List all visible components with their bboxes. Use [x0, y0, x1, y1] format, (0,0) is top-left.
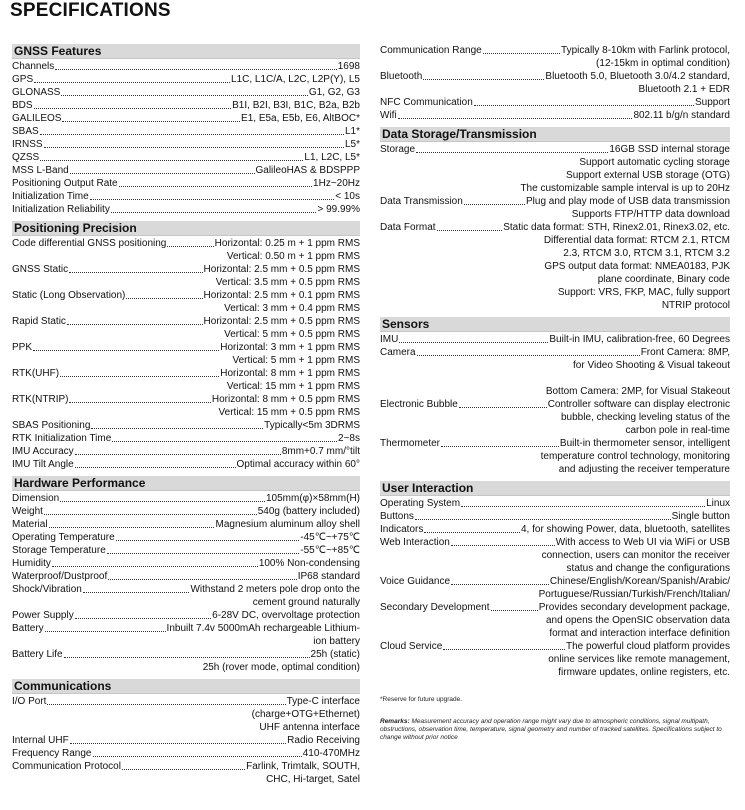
spec-value-continued: and opens the OpenSIC observation data — [545, 615, 730, 626]
leader-dots — [443, 640, 565, 650]
spec-value: 25h (static) — [310, 649, 360, 660]
leader-dots — [126, 289, 202, 299]
spec-value: -45℃~+75℃ — [300, 532, 360, 543]
spec-value-continued: carbon pole in real-time — [625, 425, 730, 436]
leader-dots — [112, 432, 337, 442]
spec-value: Chinese/English/Korean/Spanish/Arabic/ — [549, 576, 730, 587]
spec-row-gps — [12, 73, 360, 86]
spec-value: Horizontal: 8 mm + 1 ppm RMS — [220, 368, 360, 379]
spec-row-dimension — [12, 492, 360, 505]
section-header-gnss-features: GNSS Features — [12, 44, 360, 59]
spec-value: Radio Receiving — [287, 735, 360, 746]
spec-row-battery-life — [12, 648, 360, 661]
spec-value-continued: status and change the configurations — [566, 563, 730, 574]
spec-value: Built-in thermometer sensor, intelligent — [559, 438, 730, 449]
spec-value: L5* — [344, 139, 360, 150]
spec-value: 1Hz~20Hz — [313, 178, 360, 189]
spec-row-voice-guidance — [380, 575, 730, 588]
spec-row-storage — [380, 143, 730, 156]
spec-value: Type-C interface — [286, 696, 360, 707]
spec-value: GalileoHAS & BDSPPP — [255, 165, 360, 176]
leader-dots — [461, 497, 705, 507]
spec-value-continued: Bottom Camera: 2MP, for Visual Stakeout — [545, 386, 730, 397]
section-header-communications: Communications — [12, 679, 360, 694]
spec-value: -55℃~+85℃ — [300, 545, 360, 556]
page-title: SPECIFICATIONS — [10, 0, 171, 21]
spec-value: Single button — [671, 511, 730, 522]
spec-value: 100% Non-condensing — [258, 558, 360, 569]
leader-dots — [464, 195, 525, 205]
spec-label: RTK(NTRIP) — [12, 394, 69, 405]
leader-dots — [91, 419, 263, 429]
spec-value: Support — [694, 97, 730, 108]
spec-label: Storage — [380, 144, 416, 155]
section-header-data-storage-transmission: Data Storage/Transmission — [380, 127, 730, 142]
leader-dots — [60, 492, 265, 502]
spec-value-continued: Bluetooth 2.1 + EDR — [638, 84, 730, 95]
spec-label: MSS L-Band — [12, 165, 69, 176]
leader-dots — [34, 99, 232, 109]
spec-row-qzss — [12, 151, 360, 164]
spec-label: SBAS Positioning — [12, 420, 91, 431]
leader-dots — [93, 747, 302, 757]
spec-label: IMU Accuracy — [12, 446, 74, 457]
spec-row-glonass — [12, 86, 360, 99]
spec-row-channels — [12, 60, 360, 73]
leader-dots — [83, 583, 190, 593]
leader-dots — [45, 622, 166, 632]
spec-label: Cloud Service — [380, 641, 443, 652]
leader-dots — [70, 734, 286, 744]
spec-value: 105mm(φ)×58mm(H) — [266, 493, 360, 504]
leader-dots — [108, 570, 297, 580]
spec-value-continued: Supports FTP/HTTP data download — [571, 209, 730, 220]
spec-label: GLONASS — [12, 87, 61, 98]
spec-value: 8mm+0.7 mm/°tilt — [281, 446, 360, 457]
spec-label: Code differential GNSS positioning — [12, 238, 167, 249]
leader-dots — [75, 609, 211, 619]
spec-value: 410-470MHz — [302, 748, 360, 759]
spec-value-continued: ion battery — [313, 636, 360, 647]
spec-row-rtk-uhf — [12, 367, 360, 380]
spec-value-continued: Vertical: 15 mm + 0.5 ppm RMS — [218, 407, 360, 418]
spec-value: IP68 standard — [297, 571, 360, 582]
spec-value-continued: format and interaction interface definition — [549, 628, 730, 639]
section-spacer — [12, 786, 360, 791]
spec-value-continued — [380, 372, 730, 385]
spec-label: Rapid Static — [12, 316, 66, 327]
spec-label: QZSS — [12, 152, 40, 163]
leader-dots — [64, 648, 310, 658]
spec-value-continued: and adjusting the receiver temperature — [558, 464, 730, 475]
spec-row-galileos — [12, 112, 360, 125]
spec-row-bds — [12, 99, 360, 112]
spec-row-data-transmission — [380, 195, 730, 208]
spec-label: Data Format — [380, 222, 436, 233]
spec-row-gnss-static — [12, 263, 360, 276]
spec-label: BDS — [12, 100, 33, 111]
footnote: *Reserve for future upgrade. — [380, 696, 463, 703]
spec-label: GALILEOS — [12, 113, 62, 124]
leader-dots — [40, 151, 303, 161]
leader-dots — [441, 437, 559, 447]
spec-value: Horizontal: 0.25 m + 1 ppm RMS — [214, 238, 360, 249]
spec-value: 6-28V DC, overvoltage protection — [212, 610, 360, 621]
spec-row-waterproof-dustproof — [12, 570, 360, 583]
spec-label: Buttons — [380, 511, 414, 522]
leader-dots — [423, 70, 544, 80]
leader-dots — [459, 398, 547, 408]
spec-label: Positioning Output Rate — [12, 178, 118, 189]
spec-row-rtk-ntrip — [12, 393, 360, 406]
right-spec-column — [380, 44, 730, 742]
spec-row-operating-temperature — [12, 531, 360, 544]
spec-row-secondary-development — [380, 601, 730, 614]
spec-label: IMU Tilt Angle — [12, 459, 74, 470]
spec-value-continued: Vertical: 3.5 mm + 0.5 ppm RMS — [215, 277, 360, 288]
spec-value: Withstand 2 meters pole drop onto the — [190, 584, 360, 595]
spec-label: Secondary Development — [380, 602, 490, 613]
spec-row-storage-temperature — [12, 544, 360, 557]
spec-value-continued: Vertical: 15 mm + 1 ppm RMS — [226, 381, 360, 392]
leader-dots — [119, 177, 312, 187]
spec-label: Electronic Bubble — [380, 399, 458, 410]
leader-dots — [60, 367, 219, 377]
spec-value-continued: cement ground naturally — [252, 597, 360, 608]
leader-dots — [451, 536, 555, 546]
spec-row-web-interaction — [380, 536, 730, 549]
spec-label: Static (Long Observation) — [12, 290, 126, 301]
spec-value: Optimal accuracy within 60° — [236, 459, 360, 470]
spec-row-bluetooth — [380, 70, 730, 83]
spec-row-electronic-bubble — [380, 398, 730, 411]
spec-label: PPK — [12, 342, 33, 353]
spec-value-continued: 2.3, RTCM 3.0, RTCM 3.1, RTCM 3.2 — [563, 248, 730, 259]
spec-value: With access to Web UI via WiFi or USB — [555, 537, 730, 548]
spec-label: Initialization Reliability — [12, 204, 110, 215]
leader-dots — [52, 557, 258, 567]
leader-dots — [116, 531, 300, 541]
spec-value-continued: UHF antenna interface — [259, 722, 360, 733]
spec-label: Operating Temperature — [12, 532, 115, 543]
spec-value-continued: NTRIP protocol — [661, 300, 730, 311]
spec-row-positioning-output-rate — [12, 177, 360, 190]
spec-label: GNSS Static — [12, 264, 69, 275]
spec-value: Typically 8-10km with Farlink protocol, — [561, 45, 730, 56]
spec-value-continued: Portuguese/Russian/Turkish/French/Italian/ — [538, 589, 730, 600]
spec-value: Magnesium aluminum alloy shell — [215, 519, 360, 530]
spec-row-power-supply — [12, 609, 360, 622]
spec-label: NFC Communication — [380, 97, 473, 108]
spec-label: Weight — [12, 506, 43, 517]
spec-value-continued: plane coordinate, Binary code — [597, 274, 730, 285]
section-header-sensors: Sensors — [380, 317, 730, 332]
spec-value: Built-in IMU, calibration-free, 60 Degrees — [549, 334, 730, 345]
leader-dots — [167, 237, 213, 247]
spec-row-initialization-time — [12, 190, 360, 203]
spec-row-thermometer — [380, 437, 730, 450]
spec-label: RTK Initialization Time — [12, 433, 112, 444]
spec-value: Horizontal: 2.5 mm + 0.1 ppm RMS — [203, 290, 360, 301]
leader-dots — [44, 138, 344, 148]
spec-label: SBAS — [12, 126, 39, 137]
spec-value: < 10s — [335, 191, 360, 202]
spec-label: Data Transmission — [380, 196, 463, 207]
spec-value: Provides secondary development package, — [538, 602, 730, 613]
leader-dots — [415, 510, 671, 520]
spec-value: 540g (battery included) — [257, 506, 360, 517]
spec-value-continued: for Video Shooting & Visual takeout — [573, 360, 730, 371]
leader-dots — [398, 109, 633, 119]
spec-value-continued: bubble, checking leveling status of the — [561, 412, 730, 423]
section-spacer — [380, 679, 730, 684]
leader-dots — [61, 86, 308, 96]
spec-label: Humidity — [12, 558, 51, 569]
spec-row-initialization-reliability — [12, 203, 360, 216]
spec-label: Power Supply — [12, 610, 74, 621]
section-header-hardware-performance: Hardware Performance — [12, 476, 360, 491]
spec-value-continued: firmware updates, online registers, etc. — [558, 667, 730, 678]
spec-value-continued: Vertical: 0.50 m + 1 ppm RMS — [226, 251, 360, 262]
spec-value-continued: Differential data format: RTCM 2.1, RTCM — [543, 235, 730, 246]
spec-value-continued: Vertical: 3 mm + 0.4 ppm RMS — [224, 303, 360, 314]
spec-label: Storage Temperature — [12, 545, 106, 556]
spec-row-mss-l-band — [12, 164, 360, 177]
spec-label: Internal UHF — [12, 735, 69, 746]
spec-label: Frequency Range — [12, 748, 92, 759]
spec-row-nfc-communication — [380, 96, 730, 109]
spec-row-rapid-static — [12, 315, 360, 328]
spec-label: Bluetooth — [380, 71, 423, 82]
leader-dots — [49, 518, 215, 528]
spec-label: I/O Port — [12, 696, 47, 707]
spec-value: Bluetooth 5.0, Bluetooth 3.0/4.2 standard, — [545, 71, 730, 82]
leader-dots — [111, 203, 317, 213]
spec-row-rtk-initialization-time — [12, 432, 360, 445]
spec-row-code-differential-gnss-positioning — [12, 237, 360, 250]
leader-dots — [424, 523, 520, 533]
spec-value: L1C, L1C/A, L2C, L2P(Y), L5 — [231, 74, 360, 85]
spec-row-humidity — [12, 557, 360, 570]
spec-value-continued: CHC, Hi-target, Satel — [266, 774, 360, 785]
leader-dots — [69, 263, 202, 273]
spec-value: Typically<5m 3DRMS — [264, 420, 360, 431]
spec-value-continued: Vertical: 5 mm + 0.5 ppm RMS — [224, 329, 360, 340]
spec-label: Material — [12, 519, 48, 530]
spec-value: Inbuilt 7.4v 5000mAh rechargeable Lithium- — [166, 623, 360, 634]
leader-dots — [417, 346, 640, 356]
leader-dots — [399, 333, 548, 343]
spec-row-weight — [12, 505, 360, 518]
leader-dots — [474, 96, 694, 106]
remarks-text: Measurement accuracy and operation range might vary due to atmospheric conditions, signal multipath, obstructions, observation time, temperature, signal geometry and number of tracked satellites. Specifications subject to change without prior notice — [380, 718, 722, 741]
spec-value: > 99.99% — [317, 204, 360, 215]
spec-value-continued: temperature control technology, monitoring — [540, 451, 730, 462]
spec-value-continued: Support external USB storage (OTG) — [566, 170, 730, 181]
spec-row-ppk — [12, 341, 360, 354]
leader-dots — [491, 601, 538, 611]
section-header-positioning-precision: Positioning Precision — [12, 221, 360, 236]
spec-label: Initialization Time — [12, 191, 89, 202]
spec-value-continued: (charge+OTG+Ethernet) — [251, 709, 360, 720]
spec-row-wifi — [380, 109, 730, 122]
leader-dots — [483, 44, 560, 54]
spec-label: Battery — [12, 623, 44, 634]
spec-value-continued: (12-15km in optimal condition) — [596, 58, 730, 69]
spec-value: Controller software can display electronic — [547, 399, 730, 410]
spec-label: Dimension — [12, 493, 60, 504]
leader-dots — [75, 458, 236, 468]
spec-row-static-long-observation — [12, 289, 360, 302]
leader-dots — [62, 112, 240, 122]
remarks — [380, 718, 730, 742]
spec-value: Horizontal: 8 mm + 0.5 ppm RMS — [211, 394, 360, 405]
spec-row-frequency-range — [12, 747, 360, 760]
spec-value-continued: connection, users can monitor the receiver — [541, 550, 730, 561]
leader-dots — [451, 575, 549, 585]
spec-value: Plug and play mode of USB data transmission — [526, 196, 730, 207]
spec-value-continued: Vertical: 5 mm + 1 ppm RMS — [232, 355, 360, 366]
spec-value: 2~8s — [338, 433, 360, 444]
spec-row-indicators — [380, 523, 730, 536]
spec-value: 1698 — [337, 61, 360, 72]
spec-value: 4, for showing Power, data, bluetooth, satellites — [520, 524, 730, 535]
spec-value: G1, G2, G3 — [308, 87, 360, 98]
spec-row-cloud-service — [380, 640, 730, 653]
spec-row-operating-system — [380, 497, 730, 510]
leader-dots — [44, 505, 257, 515]
spec-value-continued: online services like remote management, — [548, 654, 730, 665]
spec-row-irnss — [12, 138, 360, 151]
spec-row-imu-tilt-angle — [12, 458, 360, 471]
spec-label: Channels — [12, 61, 55, 72]
spec-value: E1, E5a, E5b, E6, AltBOC* — [241, 113, 360, 124]
spec-label: Shock/Vibration — [12, 584, 82, 595]
spec-label: Voice Guidance — [380, 576, 451, 587]
spec-value-continued: GPS output data format: NMEA0183, PJK — [544, 261, 730, 272]
leader-dots — [437, 221, 503, 231]
spec-value: Static data format: STH, Rinex2.01, Rinex3.02, etc. — [503, 222, 730, 233]
spec-value: Horizontal: 2.5 mm + 0.5 ppm RMS — [203, 316, 360, 327]
spec-row-sbas — [12, 125, 360, 138]
leader-dots — [70, 164, 255, 174]
spec-value-continued: Support: VRS, FKP, MAC, fully support — [557, 287, 730, 298]
spec-label: Battery Life — [12, 649, 63, 660]
spec-value: The powerful cloud platform provides — [566, 641, 730, 652]
spec-value-continued: Support automatic cycling storage — [579, 157, 730, 168]
spec-label: Communication Protocol — [12, 761, 121, 772]
spec-label: Thermometer — [380, 438, 441, 449]
spec-row-communication-range — [380, 44, 730, 57]
left-spec-column — [12, 44, 360, 791]
spec-row-shock-vibration — [12, 583, 360, 596]
spec-row-imu-accuracy — [12, 445, 360, 458]
spec-row-i-o-port — [12, 695, 360, 708]
spec-label: IRNSS — [12, 139, 43, 150]
spec-label: Waterproof/Dustproof — [12, 571, 108, 582]
leader-dots — [47, 695, 285, 705]
spec-value: Horizontal: 3 mm + 1 ppm RMS — [220, 342, 360, 353]
leader-dots — [33, 341, 219, 351]
remarks-label: Remarks: — [380, 718, 410, 725]
leader-dots — [90, 190, 335, 200]
spec-value: 16GB SSD internal storage — [609, 144, 730, 155]
leader-dots — [416, 143, 608, 153]
spec-row-material — [12, 518, 360, 531]
leader-dots — [34, 73, 230, 83]
spec-label: Camera — [380, 347, 416, 358]
spec-row-data-format — [380, 221, 730, 234]
spec-label: Wifi — [380, 110, 397, 121]
spec-value: B1I, B2I, B3I, B1C, B2a, B2b — [232, 100, 360, 111]
spec-value-continued: The customizable sample interval is up to 20Hz — [520, 183, 730, 194]
spec-row-battery — [12, 622, 360, 635]
spec-value: L1* — [344, 126, 360, 137]
spec-value: L1, L2C, L5* — [304, 152, 360, 163]
spec-value: Linux — [706, 498, 730, 509]
spec-row-camera — [380, 346, 730, 359]
spec-label: RTK(UHF) — [12, 368, 60, 379]
spec-value: 802.11 b/g/n standard — [633, 110, 730, 121]
leader-dots — [122, 760, 245, 770]
spec-label: Operating System — [380, 498, 461, 509]
spec-row-internal-uhf — [12, 734, 360, 747]
spec-label: GPS — [12, 74, 34, 85]
spec-value: Horizontal: 2.5 mm + 0.5 ppm RMS — [203, 264, 360, 275]
spec-label: Indicators — [380, 524, 424, 535]
section-header-user-interaction: User Interaction — [380, 481, 730, 496]
spec-label: IMU — [380, 334, 399, 345]
leader-dots — [107, 544, 300, 554]
leader-dots — [69, 393, 210, 403]
spec-label: Web Interaction — [380, 537, 450, 548]
leader-dots — [55, 60, 336, 70]
leader-dots — [67, 315, 203, 325]
spec-value: Farlink, Trimtalk, SOUTH, — [246, 761, 360, 772]
spec-row-sbas-positioning — [12, 419, 360, 432]
spec-value-continued: 25h (rover mode, optimal condition) — [202, 662, 360, 673]
spec-value: Front Camera: 8MP, — [640, 347, 730, 358]
leader-dots — [40, 125, 344, 135]
leader-dots — [75, 445, 281, 455]
spec-row-buttons — [380, 510, 730, 523]
spec-label: Communication Range — [380, 45, 482, 56]
spec-row-imu — [380, 333, 730, 346]
spec-row-communication-protocol — [12, 760, 360, 773]
